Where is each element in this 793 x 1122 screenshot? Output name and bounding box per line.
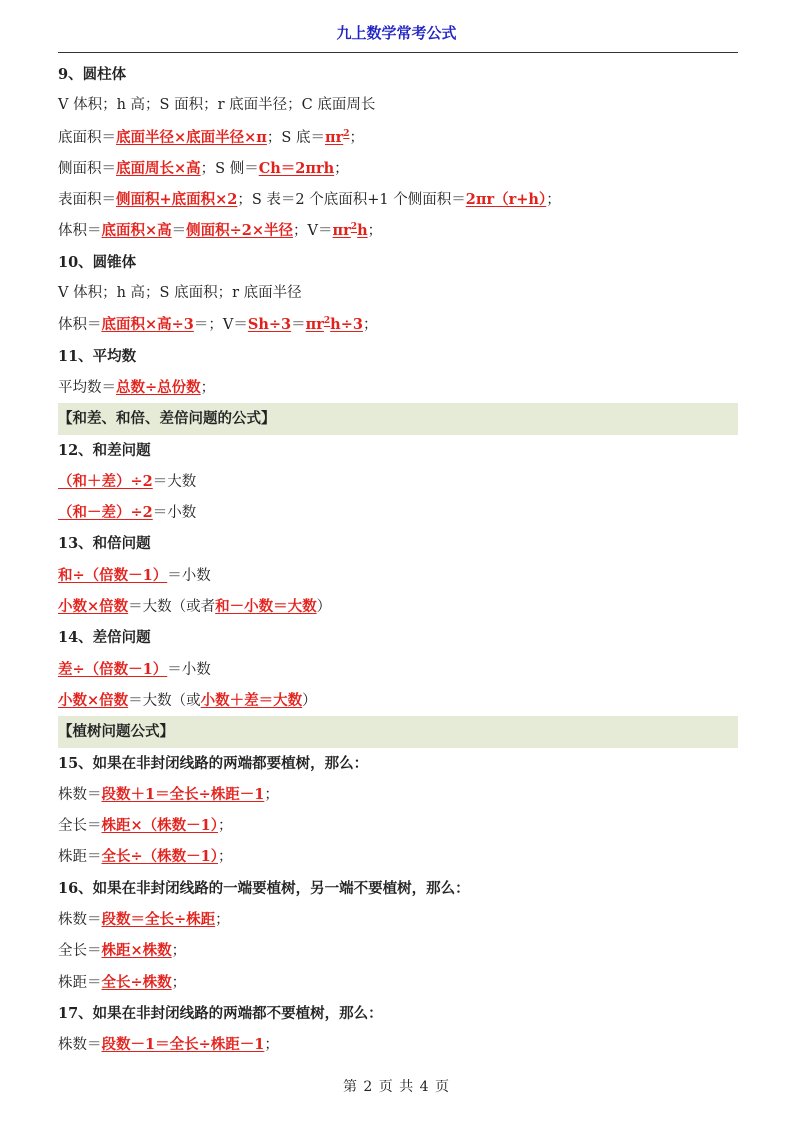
formula-text: ； bbox=[171, 943, 187, 960]
formula-highlight: （和－差）÷2 bbox=[58, 504, 153, 522]
formula-text: ＝大数（或者 bbox=[128, 599, 216, 616]
formula-text: 11、平均数 bbox=[58, 347, 137, 365]
formula-line bbox=[58, 654, 738, 685]
page-header-title: 九上数学常考公式 bbox=[336, 24, 457, 42]
formula-text: 株数＝ bbox=[58, 786, 102, 803]
formula-text: ； bbox=[349, 129, 364, 146]
formula-highlight: 和÷（倍数－1） bbox=[58, 566, 168, 584]
formula-highlight: Ch＝2πrh bbox=[258, 159, 335, 177]
formula-highlight: 株距×株数 bbox=[101, 942, 172, 960]
formula-highlight: 底面积×高 bbox=[101, 222, 172, 240]
formula-text: ； bbox=[171, 974, 187, 991]
section-heading bbox=[58, 341, 738, 372]
formula-text: ； bbox=[218, 849, 233, 866]
formula-highlight: πr bbox=[305, 316, 324, 334]
formula-text: ） bbox=[316, 599, 332, 616]
formula-line bbox=[58, 153, 738, 184]
formula-highlight: 和－小数＝大数 bbox=[215, 598, 317, 616]
formula-highlight: 株距×（株数－1） bbox=[101, 817, 218, 835]
formula-line bbox=[58, 497, 738, 528]
formula-text: ； bbox=[264, 786, 279, 803]
formula-line bbox=[58, 904, 738, 935]
section-banner bbox=[58, 716, 738, 747]
formula-text: 体积＝ bbox=[58, 317, 102, 334]
formula-text: 株数＝ bbox=[58, 1037, 102, 1054]
formula-text: ；S 表＝2 个底面积+1 个侧面积＝ bbox=[237, 192, 466, 209]
formula-text: ＝大数（或 bbox=[128, 692, 201, 709]
formula-highlight: 小数×倍数 bbox=[58, 691, 129, 709]
formula-highlight: 小数＋差＝大数 bbox=[200, 691, 303, 709]
formula-text: ＝ bbox=[171, 223, 187, 240]
formula-text: 17、如果在非封闭线路的两端都不要植树，那么： bbox=[58, 1004, 383, 1022]
formula-line bbox=[58, 841, 738, 872]
formula-line bbox=[58, 122, 738, 153]
formula-text: ＝小数 bbox=[167, 661, 211, 678]
superscript: 2 bbox=[343, 128, 350, 139]
formula-highlight: 段数＝全长÷株距 bbox=[101, 911, 216, 929]
formula-highlight: 底面半径×底面半径×π bbox=[116, 128, 267, 146]
formula-text: ；S 底＝ bbox=[266, 129, 325, 146]
formula-text: V 体积；h 高；S 面积；r 底面半径；C 底面周长 bbox=[58, 97, 376, 114]
formula-highlight: 段数＋1＝全长÷株距－1 bbox=[101, 785, 265, 803]
formula-highlight: πr bbox=[324, 128, 344, 146]
formula-text: 株数＝ bbox=[58, 912, 102, 929]
formula-line bbox=[58, 779, 738, 810]
formula-highlight: h÷3 bbox=[330, 316, 363, 334]
formula-text: 底面积＝ bbox=[58, 129, 116, 146]
formula-line bbox=[58, 90, 738, 121]
formula-highlight: 全长÷（株数－1） bbox=[101, 848, 218, 866]
formula-highlight: 段数－1＝全长÷株距－1 bbox=[101, 1036, 265, 1054]
formula-text: 侧面积＝ bbox=[58, 160, 116, 177]
superscript: 2 bbox=[323, 316, 331, 327]
formula-text: ； bbox=[546, 192, 561, 209]
formula-line bbox=[58, 935, 738, 966]
section-heading bbox=[58, 998, 738, 1029]
formula-line bbox=[58, 466, 738, 497]
formula-line bbox=[58, 967, 738, 998]
formula-text: 16、如果在非封闭线路的一端要植树，另一端不要植树，那么： bbox=[58, 879, 470, 897]
formula-highlight: 总数÷总份数 bbox=[116, 378, 201, 396]
formula-line bbox=[58, 215, 738, 246]
formula-text: ＝小数 bbox=[152, 505, 197, 522]
formula-highlight: 侧面积÷2×半径 bbox=[186, 222, 294, 240]
formula-highlight: 差÷（倍数－1） bbox=[58, 660, 168, 678]
formula-text: 【和差、和倍、差倍问题的公式】 bbox=[58, 410, 276, 428]
formula-text: 平均数＝ bbox=[58, 379, 116, 396]
formula-text: 全长＝ bbox=[58, 818, 102, 835]
superscript: 2 bbox=[350, 222, 358, 233]
section-heading bbox=[58, 748, 738, 779]
formula-line bbox=[58, 372, 738, 403]
formula-highlight: Sh÷3 bbox=[247, 316, 292, 334]
formula-line bbox=[58, 278, 738, 309]
formula-text: ＝；V＝ bbox=[193, 317, 248, 334]
section-heading bbox=[58, 622, 738, 653]
formula-text: ； bbox=[218, 818, 233, 835]
section-heading bbox=[58, 59, 738, 90]
formula-text: 全长＝ bbox=[58, 943, 102, 960]
formula-highlight: πr bbox=[332, 222, 351, 240]
formula-content bbox=[58, 59, 738, 1061]
section-heading bbox=[58, 528, 738, 559]
formula-text: ； bbox=[362, 317, 378, 334]
formula-highlight: 2πr（r+h） bbox=[465, 191, 547, 209]
formula-text: ＝小数 bbox=[167, 567, 211, 584]
formula-text: 13、和倍问题 bbox=[58, 535, 151, 553]
formula-text: 12、和差问题 bbox=[58, 441, 151, 459]
formula-text: 体积＝ bbox=[58, 223, 102, 240]
formula-text: 【植树问题公式】 bbox=[58, 723, 174, 741]
formula-highlight: h bbox=[357, 222, 368, 240]
formula-text: ） bbox=[302, 692, 317, 709]
formula-text: 表面积＝ bbox=[58, 192, 116, 209]
formula-highlight: 底面周长×高 bbox=[116, 159, 201, 177]
formula-highlight: 全长÷株数 bbox=[101, 973, 172, 991]
formula-text: V 体积；h 高；S 底面积；r 底面半径 bbox=[58, 285, 302, 302]
formula-line bbox=[58, 560, 738, 591]
formula-highlight: 侧面积+底面积×2 bbox=[116, 191, 238, 209]
formula-text: 10、圆锥体 bbox=[58, 253, 137, 271]
formula-text: 株距＝ bbox=[58, 849, 102, 866]
section-heading bbox=[58, 247, 738, 278]
section-banner bbox=[58, 403, 738, 434]
formula-text: ； bbox=[264, 1037, 279, 1054]
formula-line bbox=[58, 685, 738, 716]
formula-line bbox=[58, 184, 738, 215]
header-divider bbox=[58, 52, 738, 53]
section-heading bbox=[58, 873, 738, 904]
formula-highlight: 底面积×高÷3 bbox=[101, 316, 194, 334]
formula-text: 14、差倍问题 bbox=[58, 629, 151, 647]
formula-text: ＝ bbox=[291, 317, 306, 334]
formula-text: ； bbox=[200, 379, 216, 396]
formula-highlight: （和＋差）÷2 bbox=[58, 472, 153, 490]
formula-text: 株距＝ bbox=[58, 974, 102, 991]
page-footer: 第 2 页 共 4 页 bbox=[342, 1079, 451, 1095]
formula-line bbox=[58, 309, 738, 340]
formula-text: ； bbox=[215, 912, 230, 929]
formula-line bbox=[58, 810, 738, 841]
formula-text: ；V＝ bbox=[293, 223, 333, 240]
formula-text: ； bbox=[367, 223, 383, 240]
section-heading bbox=[58, 435, 738, 466]
formula-text: ＝大数 bbox=[152, 473, 197, 490]
formula-text: ；S 侧＝ bbox=[200, 160, 259, 177]
formula-line bbox=[58, 591, 738, 622]
formula-line bbox=[58, 1029, 738, 1060]
formula-highlight: 小数×倍数 bbox=[58, 598, 129, 616]
formula-text: 15、如果在非封闭线路的两端都要植树，那么： bbox=[58, 754, 369, 772]
formula-text: 9、圆柱体 bbox=[58, 66, 127, 83]
formula-text: ； bbox=[334, 160, 349, 177]
